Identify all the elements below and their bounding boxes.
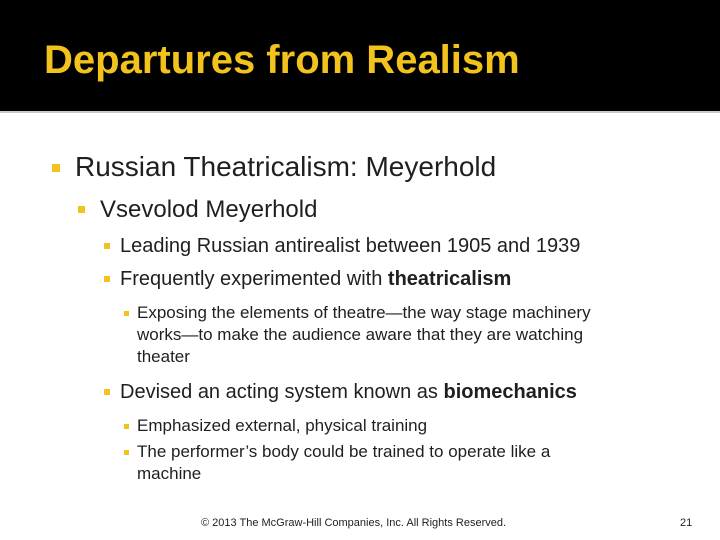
bullet-physical-training: Emphasized external, physical training	[137, 416, 428, 435]
bullet-square-icon	[104, 276, 110, 282]
bullet-square-icon	[52, 164, 60, 172]
bullet-leading-antirealist: Leading Russian antirealist between 1905 and 1939	[120, 235, 581, 257]
bullet-performer-body	[137, 441, 550, 485]
bullet-square-icon	[104, 389, 110, 395]
bullet-bold-term: biomechanics	[443, 381, 577, 403]
bullet-text: Devised an acting system known as	[120, 381, 444, 403]
slide-title: Departures from Realism	[44, 38, 520, 82]
bullet-square-icon	[124, 450, 129, 455]
bullet-biomechanics	[120, 381, 577, 404]
bullet-vsevolod-meyerhold: Vsevolod Meyerhold	[100, 196, 318, 223]
copyright-footer: © 2013 The McGraw-Hill Companies, Inc. All Rights Reserved.	[201, 517, 507, 529]
bullet-square-icon	[78, 206, 85, 213]
title-divider	[0, 111, 720, 113]
bullet-exposing-elements	[137, 302, 591, 368]
bullet-line: theater	[137, 347, 190, 366]
bullet-square-icon	[124, 424, 129, 429]
bullet-line: The performer’s body could be trained to operate like a	[137, 442, 551, 461]
bullet-line: machine	[137, 464, 202, 483]
bullet-line: Exposing the elements of theatre—the way stage machinery	[137, 303, 591, 322]
bullet-experimented-theatricalism	[120, 268, 511, 291]
bullet-line: works—to make the audience aware that they are watching	[137, 325, 584, 344]
bullet-square-icon	[124, 311, 129, 316]
bullet-text: Frequently experimented with	[120, 268, 388, 290]
bullet-bold-term: theatricalism	[387, 268, 512, 290]
bullet-russian-theatricalism: Russian Theatricalism: Meyerhold	[75, 151, 497, 182]
page-number: 21	[680, 517, 693, 529]
bullet-square-icon	[104, 243, 110, 249]
